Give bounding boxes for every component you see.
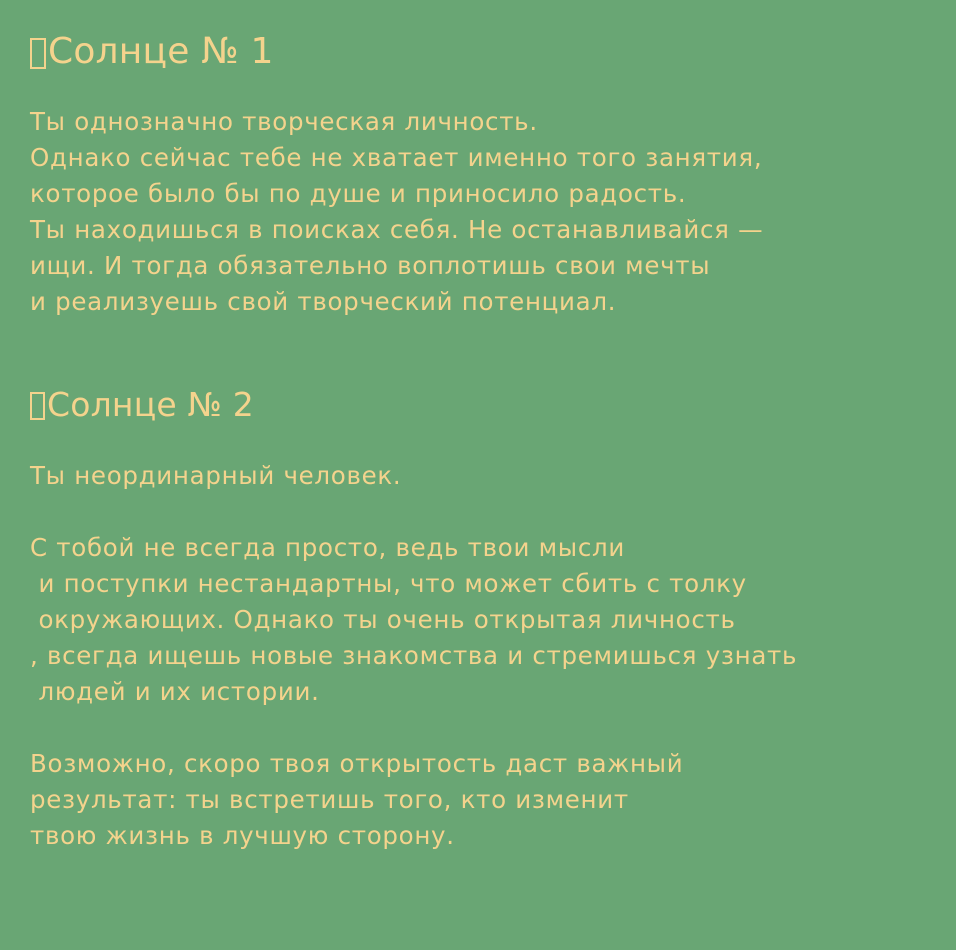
missing-glyph-icon (30, 38, 46, 69)
paragraph-gap (30, 494, 956, 530)
text-line: Однако сейчас тебе не хватает именно того занятия, (30, 143, 763, 172)
sun-1-paragraph (30, 104, 956, 320)
text-line: ищи. И тогда обязательно воплотишь свои мечты (30, 251, 711, 280)
text-line: людей и их истории. (30, 677, 320, 706)
missing-glyph-icon (30, 392, 45, 420)
text-line: и реализуешь свой творческий потенциал. (30, 287, 617, 316)
sun-2-paragraph-2 (30, 530, 956, 710)
sun-1-section (30, 26, 956, 320)
text-line: твою жизнь в лучшую сторону. (30, 821, 455, 850)
text-line: , всегда ищешь новые знакомства и стремишься узнать (30, 641, 798, 670)
text-line: Ты находишься в поисках себя. Не останавливайся — (30, 215, 764, 244)
text-line: С тобой не всегда просто, ведь твои мысли (30, 533, 625, 562)
text-line: окружающих. Однако ты очень открытая личность (30, 605, 736, 634)
sun-1-heading (30, 26, 956, 78)
paragraph-gap (30, 710, 956, 746)
sun-2-paragraph-3 (30, 746, 956, 854)
sun-2-heading-text: Солнце № 2 (47, 385, 254, 424)
text-line: Возможно, скоро твоя открытость даст важный (30, 749, 684, 778)
sun-1-text (30, 104, 956, 320)
text-line: Ты неординарный человек. (30, 461, 402, 490)
sun-2-paragraph-1 (30, 458, 956, 494)
sun-1-heading-text: Солнце № 1 (48, 31, 274, 72)
text-line: результат: ты встретишь того, кто изменит (30, 785, 629, 814)
text-line: Ты однозначно творческая личность. (30, 107, 538, 136)
sun-2-text (30, 458, 956, 854)
sun-2-section (30, 379, 956, 854)
sun-2-heading (30, 379, 956, 431)
text-line: и поступки нестандартны, что может сбить с толку (30, 569, 747, 598)
text-line: которое было бы по душе и приносило радость. (30, 179, 687, 208)
